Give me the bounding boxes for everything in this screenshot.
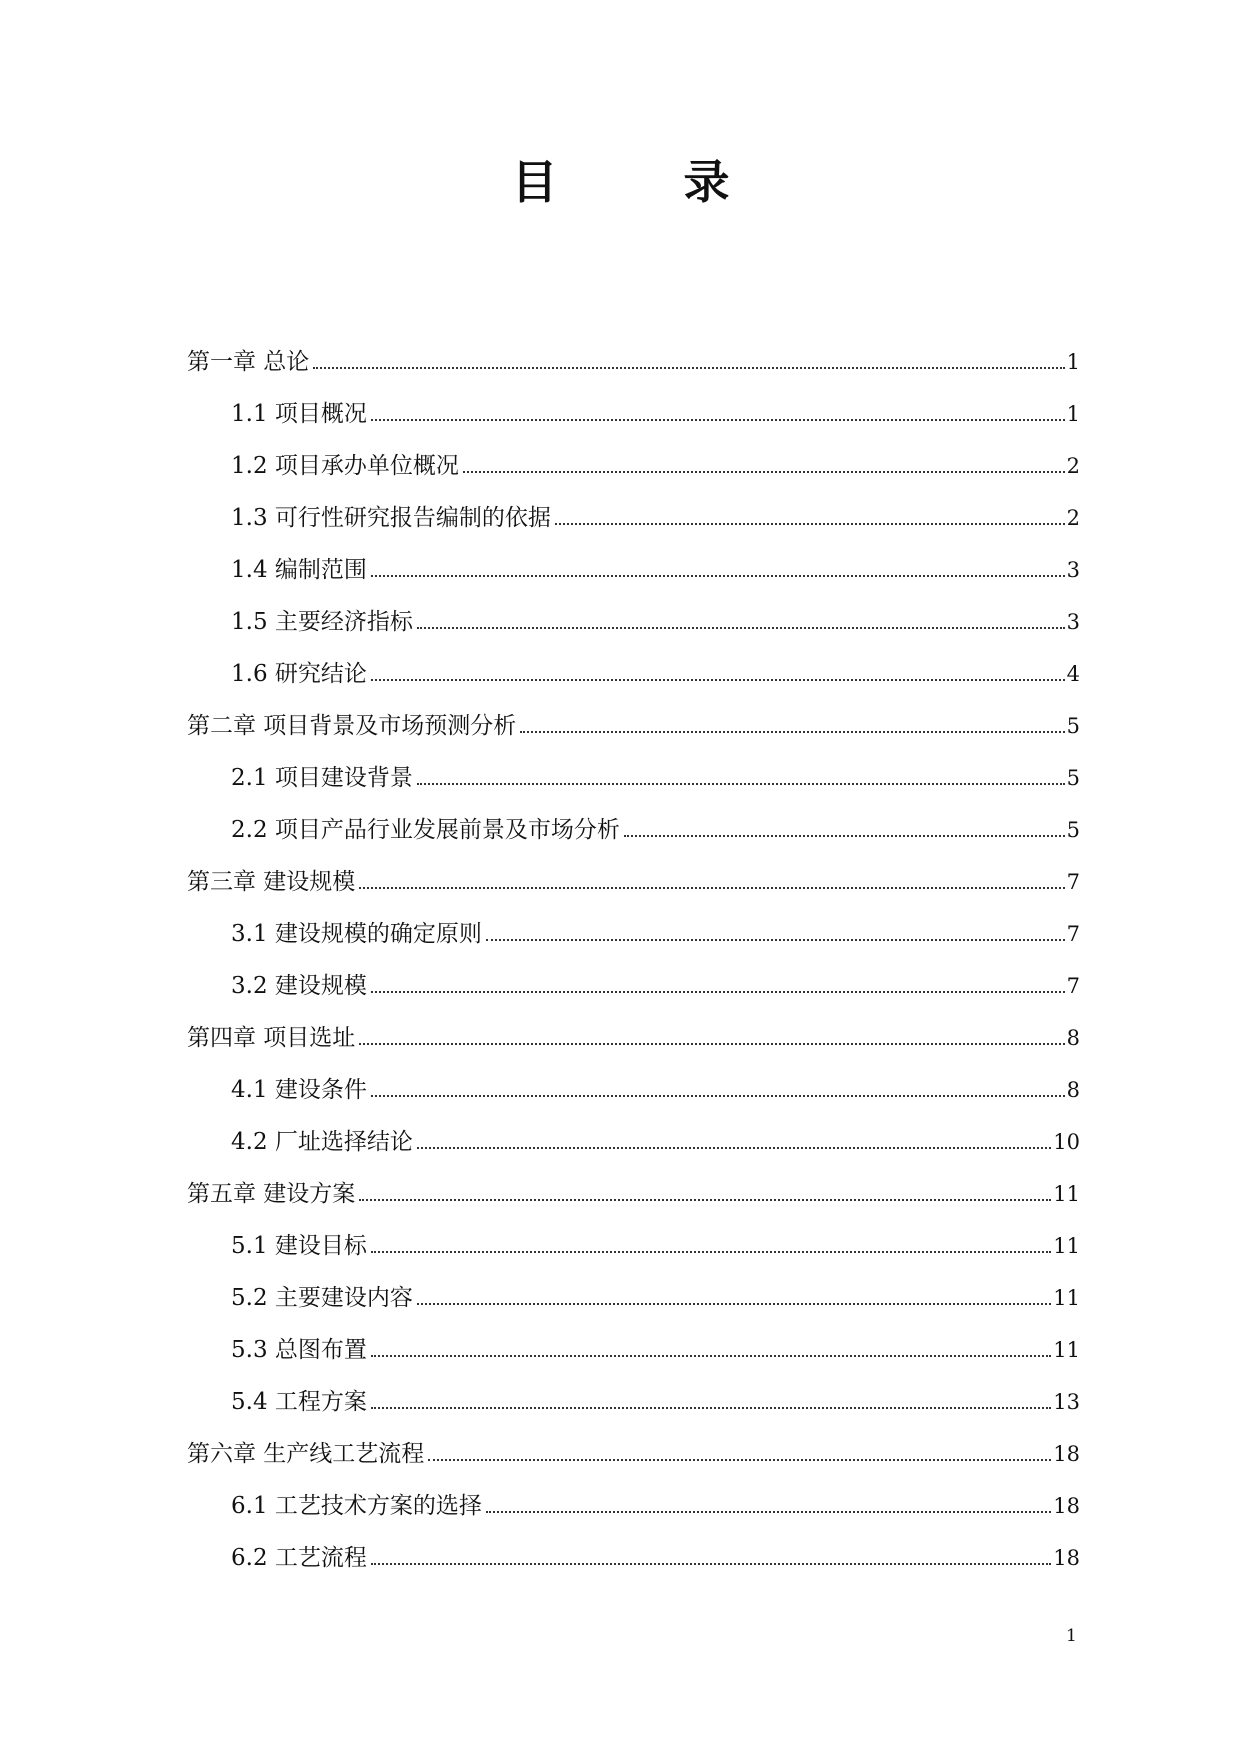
toc-entry-page: 13 bbox=[1053, 1390, 1080, 1414]
toc-section-entry[interactable] bbox=[187, 1490, 1080, 1542]
toc-entry-title: 1.2 项目承办单位概况 bbox=[231, 453, 459, 479]
toc-entry-page: 1 bbox=[1066, 350, 1080, 374]
toc-entry-title: 第二章 项目背景及市场预测分析 bbox=[187, 713, 517, 739]
toc-dot-leader bbox=[463, 471, 1065, 473]
toc-section-entry[interactable] bbox=[187, 606, 1080, 658]
toc-entry-page: 11 bbox=[1053, 1182, 1080, 1206]
toc-dot-leader bbox=[371, 991, 1065, 993]
toc-entry-page: 11 bbox=[1053, 1338, 1080, 1362]
toc-entry-title: 4.1 建设条件 bbox=[231, 1077, 367, 1103]
toc-entry-page: 18 bbox=[1053, 1442, 1080, 1466]
toc-entry-title: 1.1 项目概况 bbox=[231, 401, 367, 427]
toc-dot-leader bbox=[555, 523, 1065, 525]
toc-dot-leader bbox=[486, 939, 1065, 941]
toc-entry-title: 第四章 项目选址 bbox=[187, 1025, 356, 1051]
toc-entry-page: 5 bbox=[1066, 766, 1080, 790]
toc-entry-title: 2.1 项目建设背景 bbox=[231, 765, 413, 791]
toc-entry-title: 第六章 生产线工艺流程 bbox=[187, 1441, 425, 1467]
toc-section-entry[interactable] bbox=[187, 814, 1080, 866]
toc-section-entry[interactable] bbox=[187, 398, 1080, 450]
toc-entry-page: 8 bbox=[1066, 1026, 1080, 1050]
toc-entry-page: 2 bbox=[1066, 506, 1080, 530]
toc-dot-leader bbox=[359, 1043, 1064, 1045]
toc-chapter-entry[interactable] bbox=[187, 1438, 1080, 1490]
toc-entry-page: 11 bbox=[1053, 1234, 1080, 1258]
toc-entry-title: 3.2 建设规模 bbox=[231, 973, 367, 999]
toc-dot-leader bbox=[371, 1095, 1065, 1097]
toc-entry-title: 1.3 可行性研究报告编制的依据 bbox=[231, 505, 551, 531]
toc-dot-leader bbox=[371, 1355, 1051, 1357]
toc-dot-leader bbox=[371, 575, 1065, 577]
toc-section-entry[interactable] bbox=[187, 658, 1080, 710]
toc-entry-title: 1.4 编制范围 bbox=[231, 557, 367, 583]
toc-entry-page: 10 bbox=[1053, 1130, 1080, 1154]
page-number: 1 bbox=[1066, 1626, 1077, 1646]
toc-entry-page: 8 bbox=[1066, 1078, 1080, 1102]
toc-entry-page: 1 bbox=[1066, 402, 1080, 426]
toc-dot-leader bbox=[371, 1407, 1051, 1409]
toc-chapter-entry[interactable] bbox=[187, 710, 1080, 762]
toc-entry-title: 4.2 厂址选择结论 bbox=[231, 1129, 413, 1155]
toc-entry-title: 第一章 总论 bbox=[187, 349, 310, 375]
toc-entry-page: 3 bbox=[1066, 610, 1080, 634]
toc-section-entry[interactable] bbox=[187, 450, 1080, 502]
toc-entry-page: 2 bbox=[1066, 454, 1080, 478]
toc-entry-title: 2.2 项目产品行业发展前景及市场分析 bbox=[231, 817, 620, 843]
toc-entry-title: 5.2 主要建设内容 bbox=[231, 1285, 413, 1311]
toc-entry-page: 7 bbox=[1066, 922, 1080, 946]
toc-chapter-entry[interactable] bbox=[187, 1178, 1080, 1230]
toc-dot-leader bbox=[624, 835, 1065, 837]
toc-section-entry[interactable] bbox=[187, 554, 1080, 606]
toc-entry-page: 4 bbox=[1066, 662, 1080, 686]
toc-entry-title: 1.5 主要经济指标 bbox=[231, 609, 413, 635]
toc-section-entry[interactable] bbox=[187, 970, 1080, 1022]
toc-section-entry[interactable] bbox=[187, 1542, 1080, 1594]
toc-entry-page: 5 bbox=[1066, 714, 1080, 738]
toc-dot-leader bbox=[359, 887, 1064, 889]
toc-section-entry[interactable] bbox=[187, 502, 1080, 554]
toc-entry-title: 6.2 工艺流程 bbox=[231, 1545, 367, 1571]
toc-entry-page: 5 bbox=[1066, 818, 1080, 842]
toc-entry-title: 5.4 工程方案 bbox=[231, 1389, 367, 1415]
toc-dot-leader bbox=[371, 1563, 1051, 1565]
toc-dot-leader bbox=[486, 1511, 1051, 1513]
toc-dot-leader bbox=[417, 1303, 1051, 1305]
toc-dot-leader bbox=[417, 627, 1065, 629]
toc-chapter-entry[interactable] bbox=[187, 346, 1080, 398]
toc-entry-title: 第五章 建设方案 bbox=[187, 1181, 356, 1207]
toc-section-entry[interactable] bbox=[187, 1230, 1080, 1282]
toc-entry-page: 11 bbox=[1053, 1286, 1080, 1310]
toc-dot-leader bbox=[371, 1251, 1051, 1253]
page-title: 目 录 bbox=[511, 155, 770, 209]
toc-section-entry[interactable] bbox=[187, 1334, 1080, 1386]
toc-dot-leader bbox=[359, 1199, 1051, 1201]
toc-section-entry[interactable] bbox=[187, 1282, 1080, 1334]
toc-chapter-entry[interactable] bbox=[187, 1022, 1080, 1074]
toc-entry-title: 5.3 总图布置 bbox=[231, 1337, 367, 1363]
toc-section-entry[interactable] bbox=[187, 1386, 1080, 1438]
toc-dot-leader bbox=[371, 679, 1065, 681]
toc-entry-title: 第三章 建设规模 bbox=[187, 869, 356, 895]
toc-entry-title: 3.1 建设规模的确定原则 bbox=[231, 921, 482, 947]
toc-entry-page: 18 bbox=[1053, 1494, 1080, 1518]
toc-entry-title: 5.1 建设目标 bbox=[231, 1233, 367, 1259]
toc-entry-page: 7 bbox=[1066, 870, 1080, 894]
toc-section-entry[interactable] bbox=[187, 918, 1080, 970]
toc-section-entry[interactable] bbox=[187, 1126, 1080, 1178]
toc-entry-title: 6.1 工艺技术方案的选择 bbox=[231, 1493, 482, 1519]
toc-dot-leader bbox=[520, 731, 1064, 733]
toc-section-entry[interactable] bbox=[187, 762, 1080, 814]
toc-section-entry[interactable] bbox=[187, 1074, 1080, 1126]
toc-dot-leader bbox=[417, 783, 1065, 785]
table-of-contents bbox=[187, 346, 1080, 1594]
toc-dot-leader bbox=[428, 1459, 1051, 1461]
toc-entry-title: 1.6 研究结论 bbox=[231, 661, 367, 687]
toc-chapter-entry[interactable] bbox=[187, 866, 1080, 918]
toc-dot-leader bbox=[371, 419, 1065, 421]
toc-entry-page: 3 bbox=[1066, 558, 1080, 582]
toc-dot-leader bbox=[417, 1147, 1051, 1149]
toc-entry-page: 18 bbox=[1053, 1546, 1080, 1570]
toc-entry-page: 7 bbox=[1066, 974, 1080, 998]
toc-dot-leader bbox=[313, 367, 1064, 369]
